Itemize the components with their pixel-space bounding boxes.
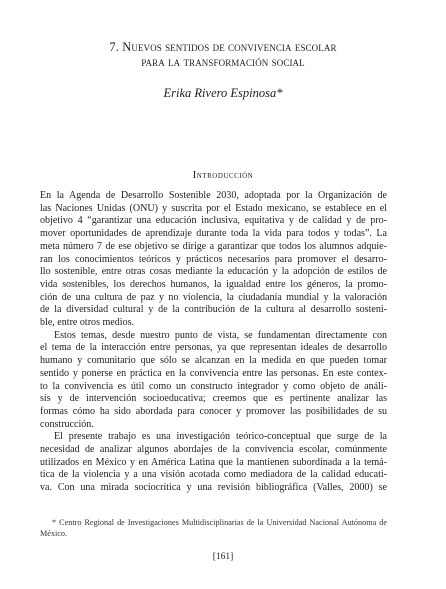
page-number: [161] — [212, 552, 234, 562]
paragraph — [40, 431, 387, 495]
chapter-title-line-1: 7. Nuevos sentidos de convivencia escolar — [109, 40, 337, 54]
text-line: mover oportunidades de aprendizaje durante toda la vida para todos y todas”. La — [40, 228, 387, 240]
text-line: El presente trabajo es una investigación teórico-conceptual que surge de la — [54, 431, 387, 443]
text-line: sentido y ponerse en práctica en la convivencia entre las personas. En este contex- — [40, 367, 387, 379]
chapter-title — [30, 40, 416, 70]
text-line: formas cómo ha sido abordada para conocer y promover las posibilidades de su — [40, 405, 387, 417]
text-line: el tema de la interacción entre personas, ya que representan ideales de desarrollo — [40, 342, 387, 354]
text-line: objetivo 4 “garantizar una educación inclusiva, equitativa y de calidad y de pro- — [40, 215, 387, 227]
text-line: meta número 7 de ese objetivo se dirige a garantizar que todos los alumnos adquie- — [40, 240, 387, 252]
text-line: Estos temas, desde nuestro punto de vista, se fundamentan directamente con — [54, 329, 387, 341]
footnote: * Centro Regional de Investigaciones Multidisciplinarias de la Universidad Nacional Autónoma de México. — [40, 518, 387, 538]
text-line: vida sostenibles, los derechos humanos, la igualdad entre los géneros, la promo- — [40, 278, 387, 290]
text-line: to la convivencia es útil como un constructo integrador y como objeto de análi- — [40, 380, 387, 392]
paragraph — [40, 190, 387, 330]
text-line: llo sostenible, entre otras cosas mediante la educación y la adopción de estilos de — [40, 266, 387, 278]
text-line-last: ble, entre otros medios. — [40, 317, 135, 329]
chapter-title-line-2: para la transformación social — [141, 55, 305, 69]
text-line: va. Con una mirada sociocrítica y una revisión bibliográfica (Valles, 2000) se — [40, 482, 387, 494]
text-line: humano y comunitario que sólo se alcanzan en la medida en que pueden tomar — [40, 355, 387, 367]
text-line: de la diversidad cultural y de la contribución de la cultura al desarrollo sosteni- — [40, 304, 387, 316]
text-line: sis y de intervención socioeducativa; creemos que es pertinente analizar las — [40, 393, 387, 405]
section-heading: Introducción — [192, 170, 254, 181]
text-line: necesidad de analizar algunos abordajes de la convivencia escolar, comúnmente — [40, 444, 387, 456]
text-line: En la Agenda de Desarrollo Sostenible 2030, adoptada por la Organización de — [40, 190, 387, 201]
text-line: las Naciones Unidas (ONU) y suscrita por el Estado mexicano, se establece en el — [40, 202, 387, 214]
author-name: Erika Rivero Espinosa* — [163, 86, 283, 100]
text-line-last: construcción. — [40, 418, 94, 430]
text-line: tica de la violencia y a una visión acotada como mediadora de la calidad educati- — [40, 469, 387, 481]
text-line: ción de una cultura de paz y no violencia, la ciudadanía mundial y la valoración — [40, 291, 387, 303]
text-line: utilizados en México y en América Latina que la mantienen subordinada a la temá- — [40, 456, 387, 468]
body-text — [40, 190, 387, 495]
text-line: ran los conocimientos teóricos y prácticos necesarios para promover el desarro- — [40, 253, 387, 265]
paragraph — [40, 330, 387, 432]
